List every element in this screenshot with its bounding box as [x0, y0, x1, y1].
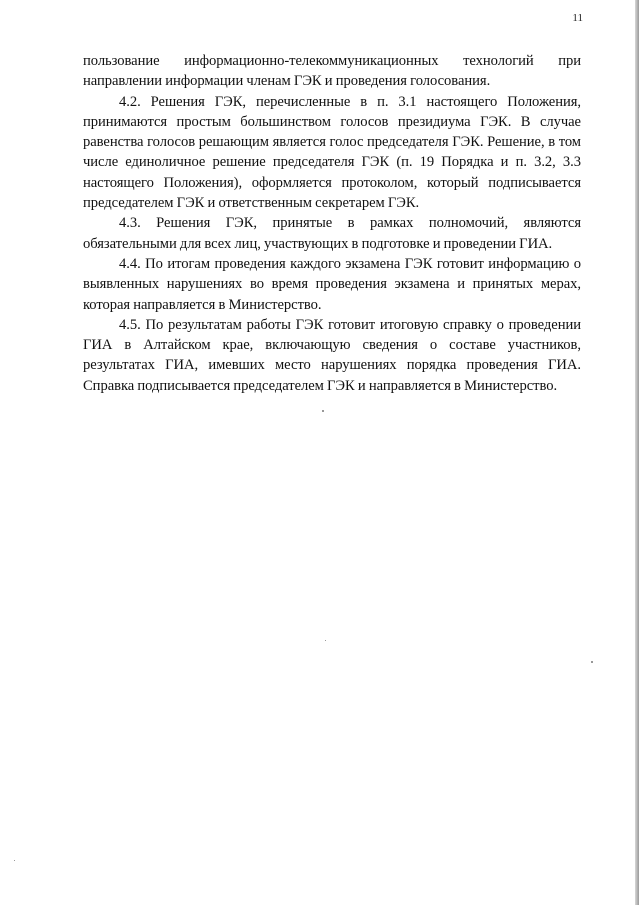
scan-speck — [325, 640, 326, 641]
scan-edge — [635, 0, 639, 905]
paragraph-continuation: пользование информационно-телекоммуникационных технологий при направлении информации членам ГЭК и проведения голосования. — [83, 53, 581, 90]
scan-speck — [322, 410, 324, 412]
paragraph-4-3: 4.3. Решения ГЭК, принятые в рамках полномочий, являются обязательными для всех лиц, участвующих в подготовке и проведении ГИА. — [83, 215, 581, 252]
paragraph-4-2: 4.2. Решения ГЭК, перечисленные в п. 3.1 настоящего Положения, принимаются простым большинством голосов президиума ГЭК. В случае равенства голосов решающим является голос председателя ГЭК. Решение, в том числе единоличное решение председателя ГЭК (п. 19 Порядка и п. 3.2, 3.3 настоящего Положения), оформляется протоколом, который подписывается председателем ГЭК и ответственным секретарем ГЭК. — [83, 93, 581, 212]
paragraph-4-4: 4.4. По итогам проведения каждого экзамена ГЭК готовит информацию о выявленных нарушениях во время проведения экзамена и принятых мерах, которая направляется в Министерство. — [83, 255, 581, 313]
paragraph-4-5: 4.5. По результатам работы ГЭК готовит итоговую справку о проведении ГИА в Алтайском крае, включающую сведения о составе участников, результатах ГИА, имевших место нарушениях порядка проведения ГИА. Справка подписывается председателем ГЭК и направляется в Министерство. — [83, 316, 581, 394]
scan-speck — [14, 860, 15, 861]
scan-speck — [591, 661, 593, 663]
page-number: 11 — [572, 12, 583, 24]
document-body — [83, 51, 581, 396]
